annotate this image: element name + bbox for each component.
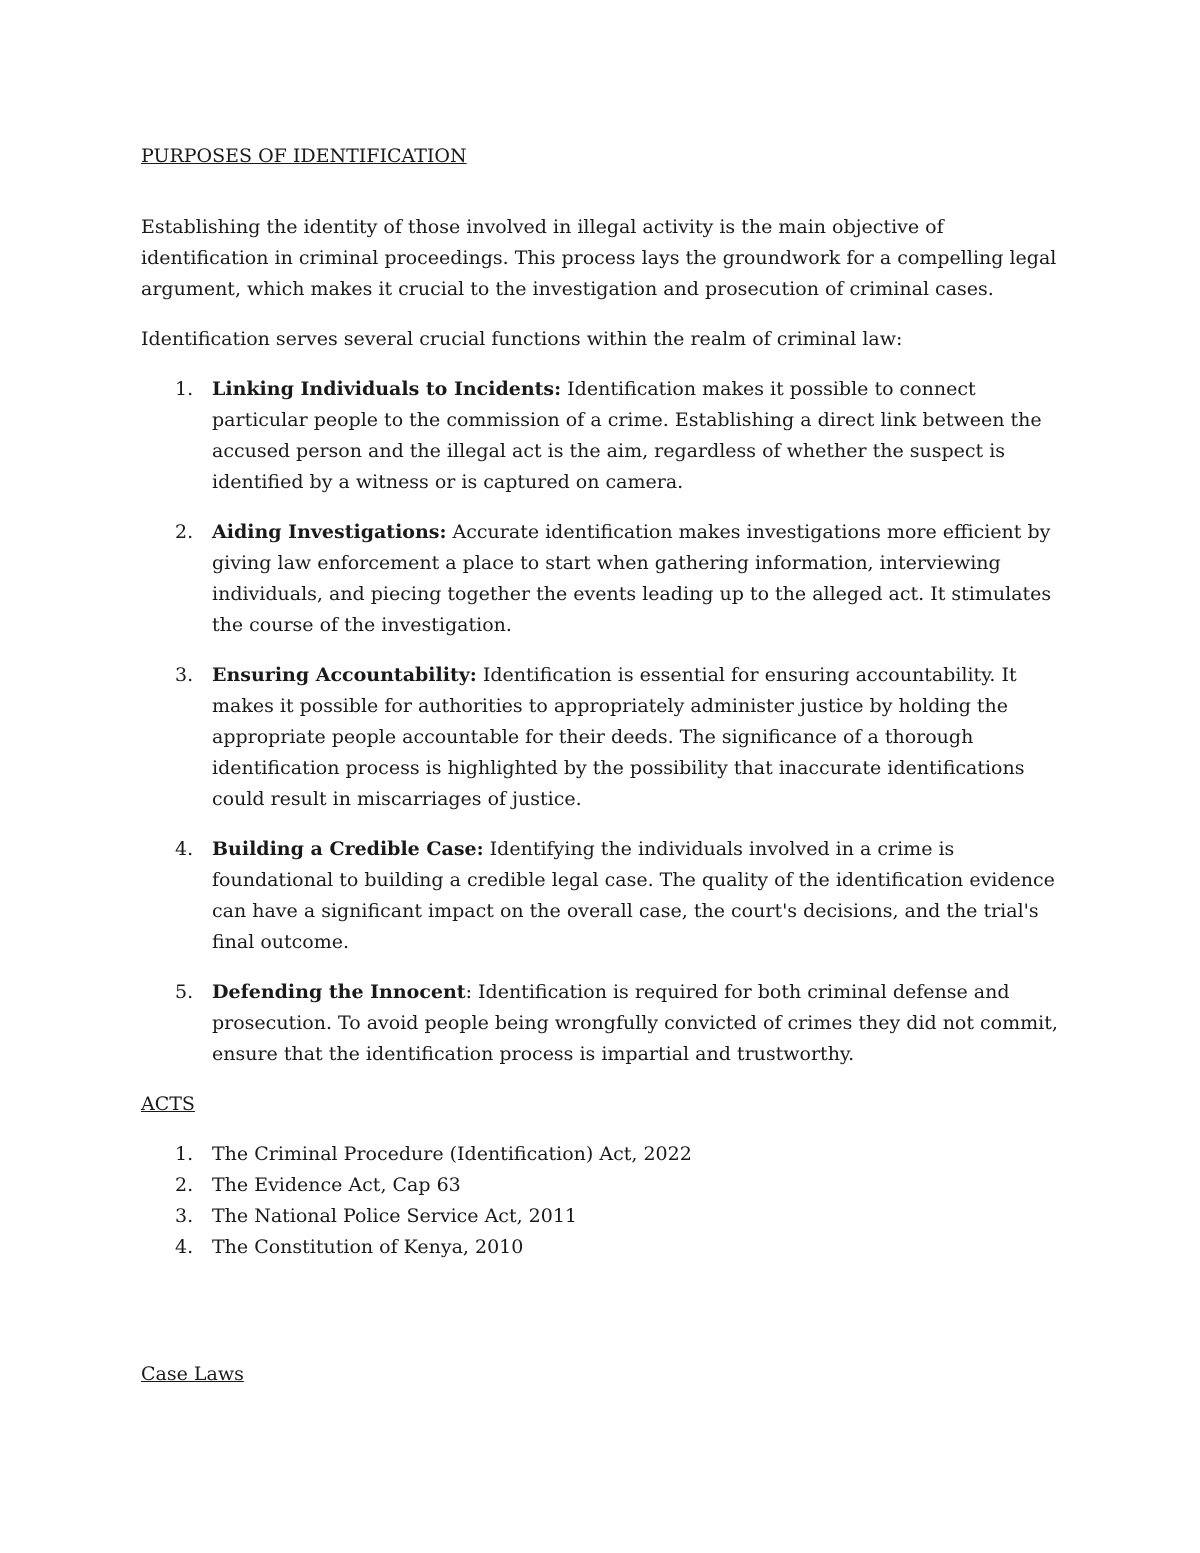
list-item-label: Building a Credible Case:: [212, 838, 484, 860]
list-item-text: The National Police Service Act, 2011: [212, 1205, 578, 1227]
list-item-number: 1.: [175, 378, 194, 400]
acts-heading: ACTS: [141, 1093, 195, 1115]
case-laws-heading: Case Laws: [141, 1363, 244, 1385]
list-item: [141, 1232, 1061, 1263]
list-item-number: 2.: [175, 521, 194, 543]
list-item-number: 1.: [175, 1143, 194, 1165]
list-item-number: 4.: [175, 1236, 194, 1258]
acts-list: [141, 1139, 1061, 1263]
functions-list: [141, 374, 1061, 1070]
list-item-text: The Criminal Procedure (Identification) Act, 2022: [212, 1143, 692, 1165]
list-item: [141, 977, 1061, 1070]
list-item-text: The Evidence Act, Cap 63: [212, 1174, 461, 1196]
list-item-number: 3.: [175, 664, 194, 686]
list-item: [141, 1139, 1061, 1170]
list-item-text: The Constitution of Kenya, 2010: [212, 1236, 524, 1258]
list-item-label: Linking Individuals to Incidents:: [212, 378, 562, 400]
list-item: [141, 374, 1061, 498]
list-item: [141, 1201, 1061, 1232]
list-item: [141, 660, 1061, 815]
intro-paragraph: Establishing the identity of those involved in illegal activity is the main objective of identification in criminal proceedings. This process lays the groundwork for a compelling legal argument, which makes it crucial to the investigation and prosecution of criminal cases.: [141, 216, 1057, 300]
list-item-number: 5.: [175, 981, 194, 1003]
list-item-label: Ensuring Accountability:: [212, 664, 477, 686]
document-content: [141, 141, 1061, 1390]
list-item-text: Identification is essential for ensuring accountability. It makes it possible for authorities to appropriately administer justice by holding the appropriate people accountable for their deeds. The significance of a thorough identification process is highlighted by the possibility that inaccurate identifications could result in miscarriages of justice.: [212, 664, 1025, 810]
functions-lead-paragraph: Identification serves several crucial functions within the realm of criminal law:: [141, 328, 903, 350]
list-item-text: Accurate identification makes investigations more efficient by giving law enforcement a place to start when gathering information, interviewing individuals, and piecing together the events leading up to the alleged act. It stimulates the course of the investigation.: [212, 521, 1052, 636]
list-item: [141, 834, 1061, 958]
document-title: PURPOSES OF IDENTIFICATION: [141, 145, 467, 167]
list-item: [141, 1170, 1061, 1201]
list-item-number: 4.: [175, 838, 194, 860]
list-item-label: Aiding Investigations:: [212, 521, 447, 543]
list-item-number: 2.: [175, 1174, 194, 1196]
list-item-text: Identifying the individuals involved in a crime is foundational to building a credible legal case. The quality of the identification evidence can have a significant impact on the overall case, the court's decisions, and the trial's final outcome.: [212, 838, 1055, 953]
list-item-label: Defending the Innocent: [212, 981, 466, 1003]
list-item: [141, 517, 1061, 641]
list-item-number: 3.: [175, 1205, 194, 1227]
list-item-text: : Identification is required for both criminal defense and prosecution. To avoid people being wrongfully convicted of crimes they did not commit, ensure that the identification process is impartial and trustworthy.: [212, 981, 1058, 1065]
list-item-text: Identification makes it possible to connect particular people to the commission of a crime. Establishing a direct link between the accused person and the illegal act is the aim, regardless of whether the suspect is identified by a witness or is captured on camera.: [212, 378, 1042, 493]
